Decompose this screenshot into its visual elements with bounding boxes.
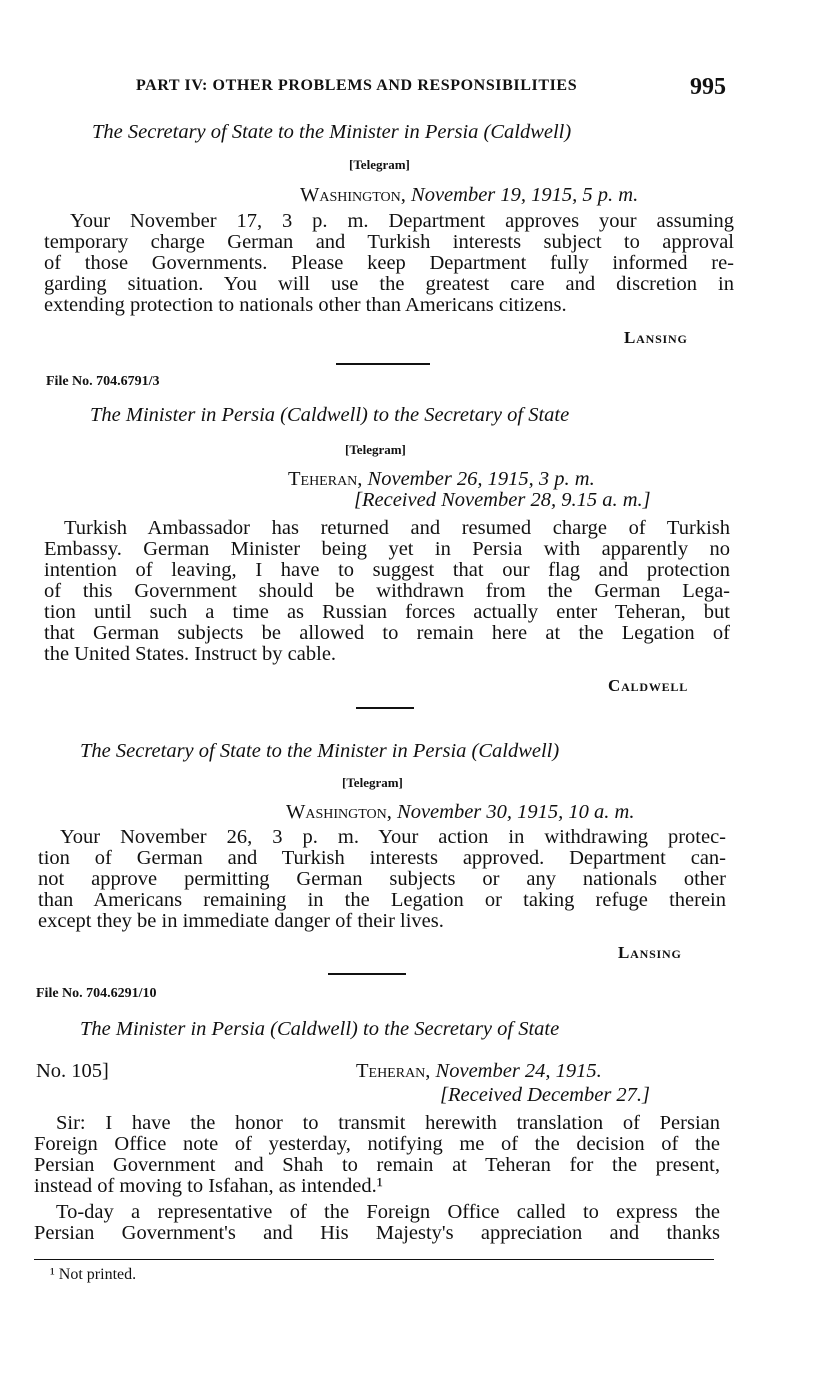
doc2-line-2: Embassy. German Minister being yet in Persia with apparently no xyxy=(44,538,730,560)
doc2-line-4: of this Government should be withdrawn from the German Lega- xyxy=(44,580,730,602)
doc4-file-number: File No. 704.6291/10 xyxy=(36,986,157,1001)
doc2-signature: Caldwell xyxy=(608,676,689,695)
doc2-line-6: that German subjects be allowed to remain here at the Legation of xyxy=(44,622,730,644)
doc3-place: Washington, xyxy=(286,801,392,823)
doc2-line-5: tion until such a time as Russian forces actually enter Teheran, but xyxy=(44,601,730,623)
doc3-type-tag: [Telegram] xyxy=(342,775,403,790)
doc1-signature: Lansing xyxy=(624,328,688,347)
doc3-heading: The Secretary of State to the Minister in Persia (Caldwell) xyxy=(80,740,560,762)
doc3-dateline xyxy=(286,801,634,824)
section-divider xyxy=(328,973,406,975)
doc2-type-tag: [Telegram] xyxy=(345,442,406,457)
doc2-file-number: File No. 704.6791/3 xyxy=(46,374,160,389)
doc1-heading: The Secretary of State to the Minister in Persia (Caldwell) xyxy=(92,121,572,143)
doc4-received: [Received December 27.] xyxy=(440,1084,651,1106)
doc4-place: Teheran, xyxy=(356,1060,431,1082)
doc4-p1-line-4: instead of moving to Isfahan, as intended.¹ xyxy=(34,1175,383,1197)
doc4-despatch-number: No. 105] xyxy=(36,1060,109,1082)
doc2-date: November 26, 1915, 3 p. m. xyxy=(367,468,595,490)
doc2-line-7: the United States. Instruct by cable. xyxy=(44,643,337,665)
doc4-p1-line-1: Sir: I have the honor to transmit herewith translation of Persian xyxy=(56,1112,720,1134)
doc4-p1-line-3: Persian Government and Shah to remain at Teheran for the present, xyxy=(34,1154,720,1176)
doc2-received: [Received November 28, 9.15 a. m.] xyxy=(354,489,651,511)
doc4-p2-line-1: To-day a representative of the Foreign Office called to express the xyxy=(56,1201,720,1223)
doc3-date: November 30, 1915, 10 a. m. xyxy=(397,801,635,823)
doc1-type-tag: [Telegram] xyxy=(349,157,410,172)
doc1-line-2: temporary charge German and Turkish interests subject to approval xyxy=(44,231,734,253)
doc4-heading: The Minister in Persia (Caldwell) to the Secretary of State xyxy=(80,1018,560,1040)
doc1-line-5: extending protection to nationals other than Americans citizens. xyxy=(44,294,567,316)
doc2-heading: The Minister in Persia (Caldwell) to the Secretary of State xyxy=(90,404,570,426)
doc2-body xyxy=(44,518,730,665)
footnote-rule xyxy=(34,1259,714,1260)
page-number: 995 xyxy=(690,74,726,100)
doc4-paragraph-1 xyxy=(34,1113,720,1197)
doc4-date: November 24, 1915. xyxy=(435,1060,602,1082)
doc3-line-4: than Americans remaining in the Legation or taking refuge therein xyxy=(38,889,726,911)
doc1-body xyxy=(44,211,734,316)
doc1-dateline xyxy=(300,184,638,207)
doc3-line-3: not approve permitting German subjects or any nationals other xyxy=(38,868,726,890)
doc3-line-2: tion of German and Turkish interests approved. Department can- xyxy=(38,847,726,869)
doc1-line-4: garding situation. You will use the greatest care and discretion in xyxy=(44,273,734,295)
doc1-line-1: Your November 17, 3 p. m. Department approves your assuming xyxy=(70,210,734,232)
doc2-line-3: intention of leaving, I have to suggest that our flag and protection xyxy=(44,559,730,581)
doc2-line-1: Turkish Ambassador has returned and resumed charge of Turkish xyxy=(64,517,730,539)
doc4-dateline xyxy=(356,1060,602,1083)
doc3-signature: Lansing xyxy=(618,943,682,962)
doc2-place: Teheran, xyxy=(288,468,363,490)
footnote: ¹ Not printed. xyxy=(50,1266,137,1283)
doc3-line-5: except they be in immediate danger of their lives. xyxy=(38,910,444,932)
section-divider xyxy=(336,363,430,365)
running-header: PART IV: OTHER PROBLEMS AND RESPONSIBILITIES xyxy=(136,77,578,94)
doc1-date: November 19, 1915, 5 p. m. xyxy=(411,184,639,206)
doc3-body xyxy=(38,827,726,932)
doc3-line-1: Your November 26, 3 p. m. Your action in withdrawing protec- xyxy=(60,826,726,848)
doc4-p2-line-2: Persian Government's and His Majesty's appreciation and thanks xyxy=(34,1222,720,1244)
doc4-p1-line-2: Foreign Office note of yesterday, notifying me of the decision of the xyxy=(34,1133,720,1155)
doc2-dateline xyxy=(288,468,595,491)
doc1-line-3: of those Governments. Please keep Department fully informed re- xyxy=(44,252,734,274)
doc4-paragraph-2 xyxy=(34,1202,720,1244)
doc1-place: Washington, xyxy=(300,184,406,206)
section-divider xyxy=(356,707,414,709)
